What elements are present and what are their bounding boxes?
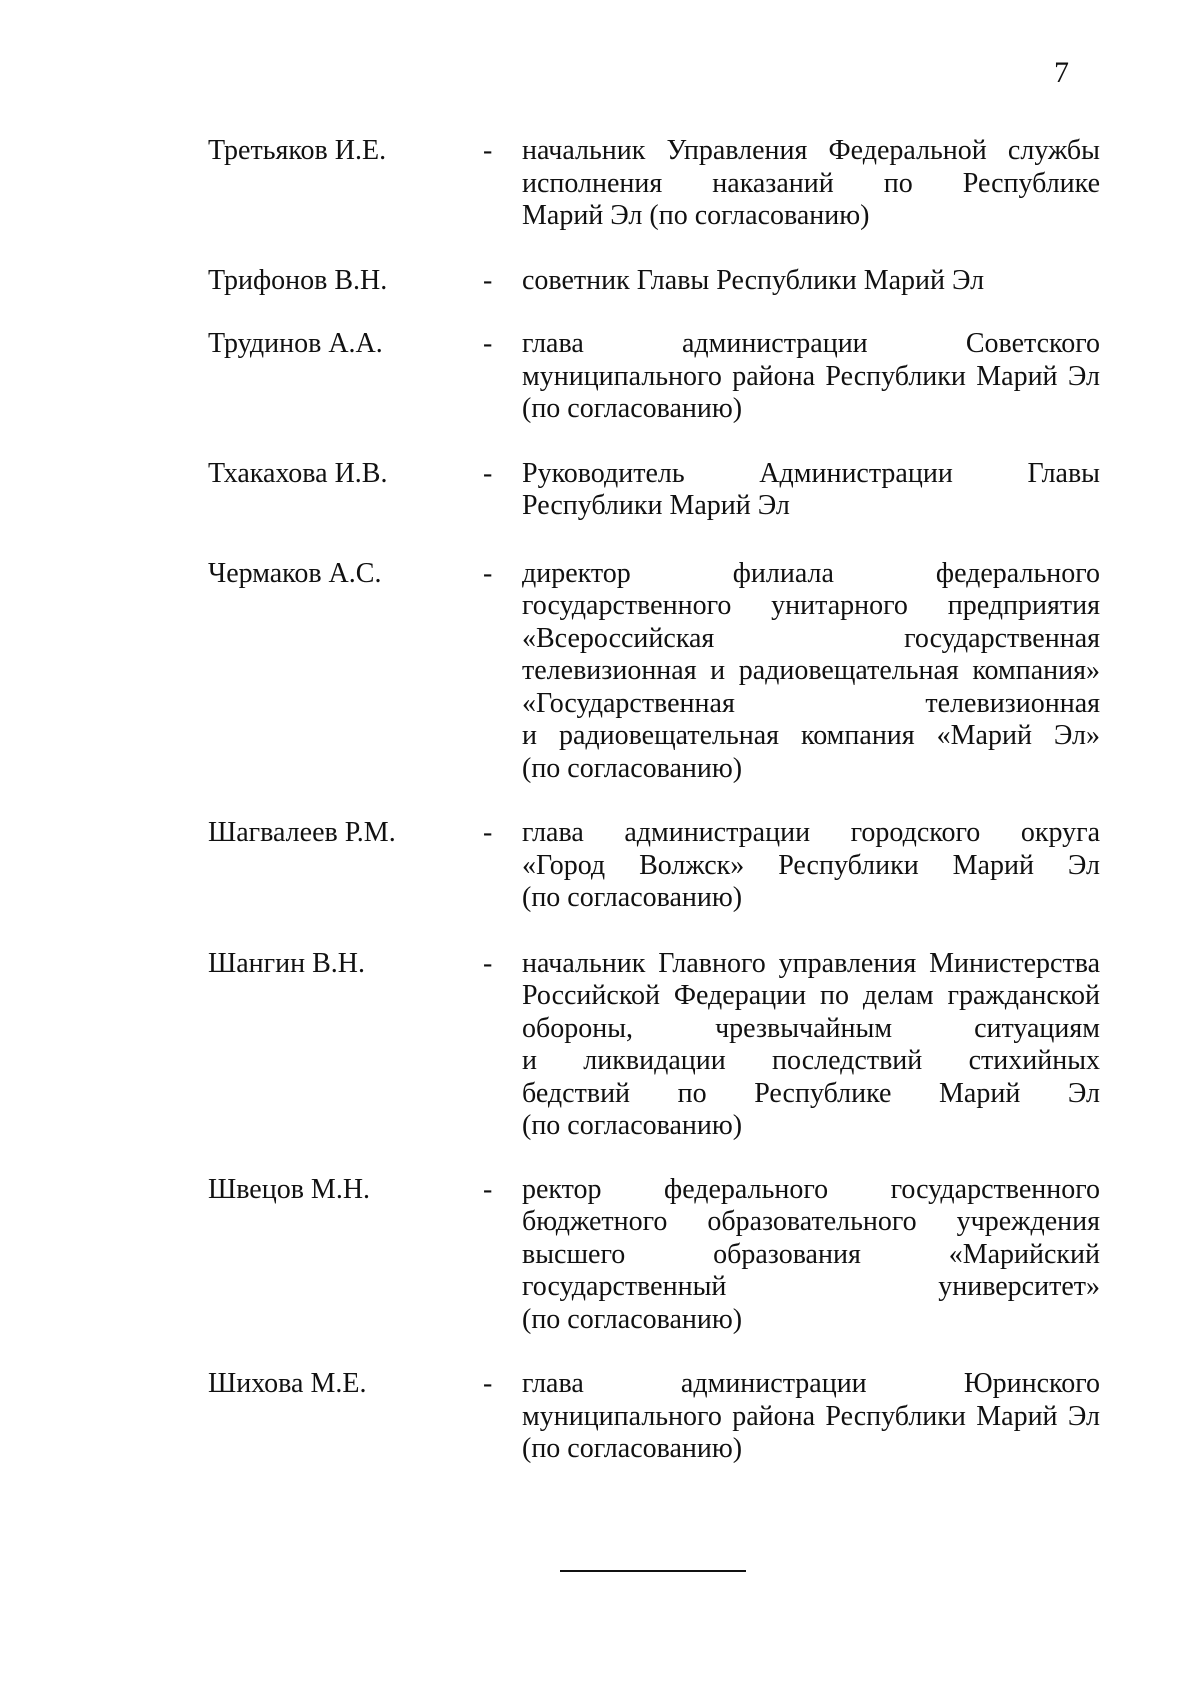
position-line: «Государственная телевизионная	[522, 687, 1100, 719]
dash-separator: -	[483, 264, 493, 296]
members-list	[0, 135, 1200, 1466]
position-line: Российской Федерации по делам гражданской	[522, 980, 1100, 1011]
list-item	[0, 265, 1200, 298]
position-line: государственный университет»	[522, 1271, 1100, 1302]
position-line: глава администрации Юринского	[522, 1368, 1100, 1399]
list-item	[0, 458, 1200, 523]
position-line: (по согласованию)	[522, 1433, 743, 1464]
member-name: Швецов М.Н.	[208, 1173, 371, 1205]
position-line: высшего образования «Марийский	[522, 1238, 1100, 1270]
position-line: (по согласованию)	[522, 752, 743, 784]
position-line: (по согласованию)	[522, 1110, 743, 1141]
dash-separator: -	[483, 457, 493, 489]
list-item	[0, 948, 1200, 1143]
position-line: муниципального района Республики Марий Эл	[522, 1400, 1100, 1432]
list-item	[0, 1368, 1200, 1466]
list-item	[0, 558, 1200, 786]
position-line: «Город Волжск» Республики Марий Эл	[522, 849, 1100, 881]
position-line: Руководитель Администрации Главы	[522, 457, 1100, 489]
member-position	[522, 817, 1100, 915]
position-line: глава администрации Советского	[522, 328, 1100, 359]
position-line: глава администрации городского округа	[522, 817, 1100, 848]
dash-separator: -	[483, 1173, 493, 1205]
member-name: Шангин В.Н.	[208, 947, 366, 979]
member-position	[522, 458, 1100, 523]
page-number: 7	[1054, 56, 1069, 89]
list-item	[0, 328, 1200, 426]
position-line: ректор федерального государственного	[522, 1173, 1100, 1205]
position-line: начальник Управления Федеральной службы	[522, 135, 1100, 166]
position-line: (по согласованию)	[522, 393, 743, 424]
position-line: бедствий по Республике Марий Эл	[522, 1077, 1100, 1109]
list-item	[0, 135, 1200, 233]
dash-separator: -	[483, 557, 493, 589]
dash-separator: -	[483, 817, 493, 848]
position-line: государственного унитарного предприятия	[522, 590, 1100, 621]
position-line: и радиовещательная компания «Марий Эл»	[522, 720, 1100, 751]
position-line: Республики Марий Эл	[522, 490, 790, 521]
position-line: (по согласованию)	[522, 1303, 743, 1335]
position-line: бюджетного образовательного учреждения	[522, 1206, 1100, 1237]
member-position	[522, 328, 1100, 426]
dash-separator: -	[483, 947, 493, 979]
member-name: Шихова М.Е.	[208, 1368, 367, 1399]
position-line: и ликвидации последствий стихийных	[522, 1045, 1100, 1076]
member-position	[522, 135, 1100, 233]
dash-separator: -	[483, 135, 493, 166]
member-position	[522, 1174, 1100, 1337]
member-position	[522, 265, 1100, 298]
member-position	[522, 948, 1100, 1143]
dash-separator: -	[483, 328, 493, 359]
member-name: Чермаков А.С.	[208, 557, 382, 589]
position-line: телевизионная и радиовещательная компания»	[522, 655, 1100, 686]
member-name: Трудинов А.А.	[208, 328, 383, 359]
member-position	[522, 558, 1100, 786]
list-item	[0, 817, 1200, 915]
member-name: Третьяков И.Е.	[208, 135, 387, 166]
member-name: Трифонов В.Н.	[208, 264, 388, 296]
position-line: директор филиала федерального	[522, 557, 1100, 589]
position-line: исполнения наказаний по Республике	[522, 167, 1100, 199]
dash-separator: -	[483, 1368, 493, 1399]
end-of-list-rule	[560, 1570, 746, 1572]
member-name: Шагвалеев Р.М.	[208, 817, 396, 848]
position-line: «Всероссийская государственная	[522, 622, 1100, 654]
position-line: начальник Главного управления Министерства	[522, 947, 1100, 979]
member-position	[522, 1368, 1100, 1466]
position-line: обороны, чрезвычайным ситуациям	[522, 1012, 1100, 1044]
position-line: советник Главы Республики Марий Эл	[522, 264, 985, 296]
list-item	[0, 1174, 1200, 1337]
position-line: Марий Эл (по согласованию)	[522, 200, 870, 231]
position-line: (по согласованию)	[522, 882, 743, 913]
position-line: муниципального района Республики Марий Эл	[522, 360, 1100, 392]
member-name: Тхакахова И.В.	[208, 457, 388, 489]
